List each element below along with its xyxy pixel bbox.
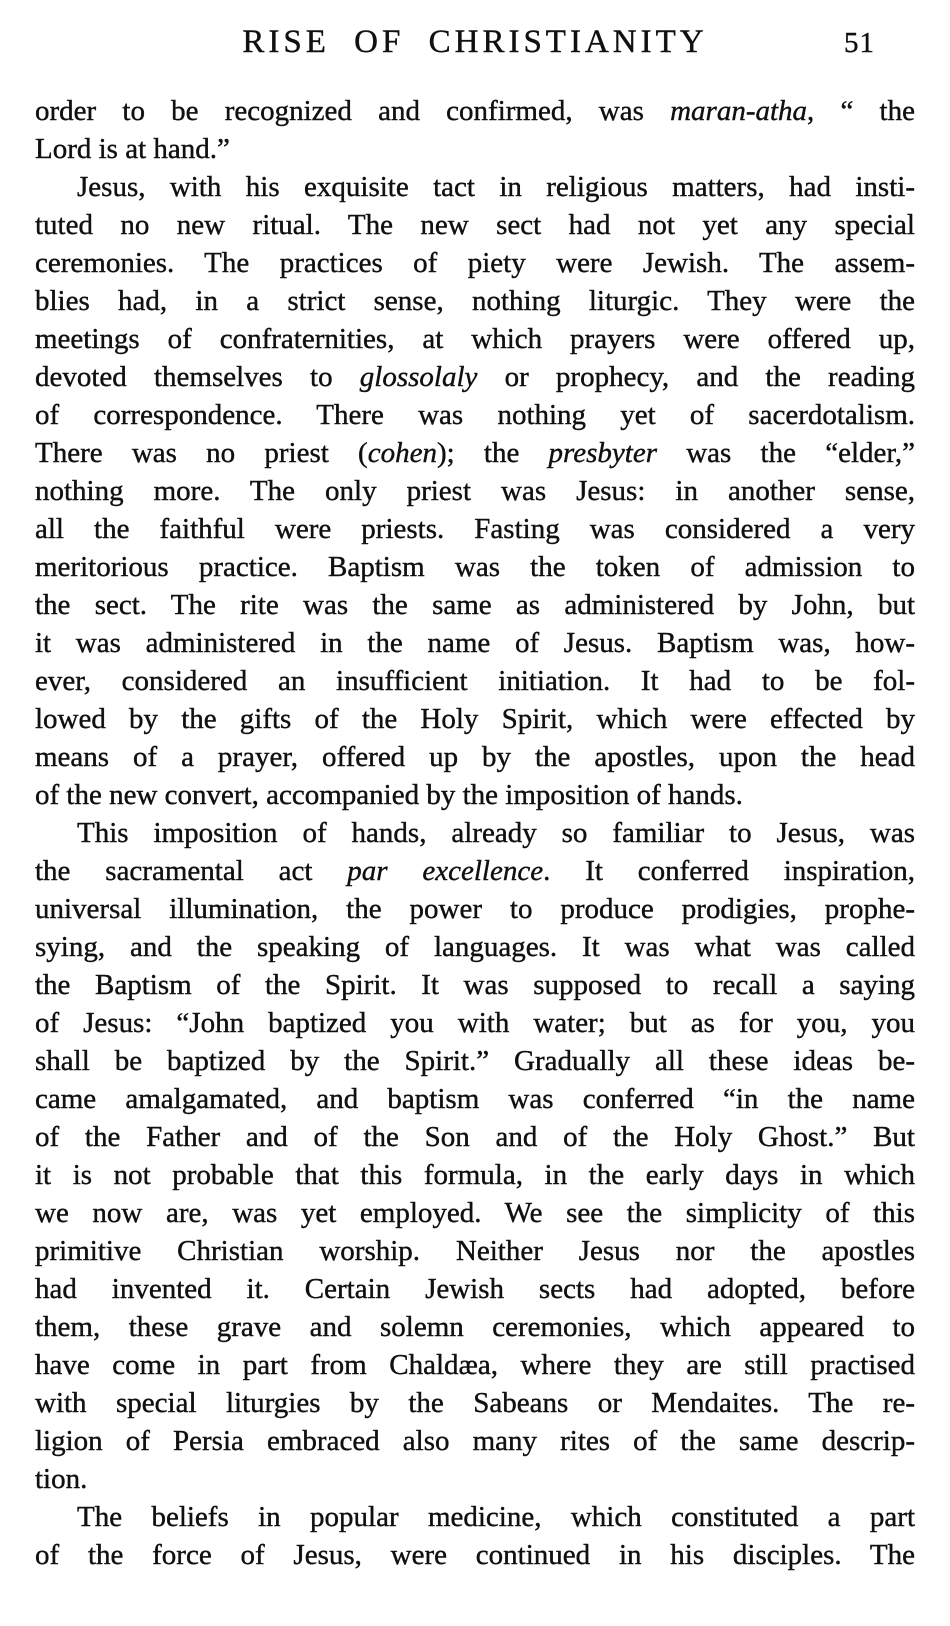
text-segment: was the “elder,”: [657, 437, 915, 469]
text-line: [35, 1384, 915, 1422]
text-segment: ); the: [436, 437, 549, 469]
text-segment: of the Father and of the Son and of the Holy Ghost.” But: [35, 1121, 915, 1153]
text-line: [35, 1536, 915, 1574]
text-segment: meritorious practice. Baptism was the token of admission to: [35, 551, 915, 583]
text-segment: means of a prayer, offered up by the apostles, upon the head: [35, 741, 915, 773]
text-line: [35, 244, 915, 282]
text-line: [35, 814, 915, 852]
text-segment: tuted no new ritual. The new sect had not yet any special: [35, 209, 915, 241]
text-segment: . It conferred inspiration,: [543, 855, 915, 887]
text-segment: meetings of confraternities, at which prayers were offered up,: [35, 323, 915, 355]
text-line: [35, 1270, 915, 1308]
text-segment: lowed by the gifts of the Holy Spirit, which were effected by: [35, 703, 915, 735]
running-title: RISE OF CHRISTIANITY: [242, 24, 708, 60]
paragraph: [35, 814, 915, 1498]
text-segment: tion.: [35, 1463, 88, 1495]
paragraph: [35, 168, 915, 814]
text-line: [35, 586, 915, 624]
text-line: [35, 928, 915, 966]
text-line: [35, 92, 915, 130]
text-line: [35, 168, 915, 206]
text-segment: came amalgamated, and baptism was conferred “in the name: [35, 1083, 915, 1115]
text-line: [35, 1498, 915, 1536]
text-segment: There was no priest (: [35, 437, 368, 469]
text-line: [35, 738, 915, 776]
italic-term: presbyter: [548, 437, 657, 469]
text-segment: it was administered in the name of Jesus. Baptism was, how-: [35, 627, 915, 659]
text-segment: the Baptism of the Spirit. It was supposed to recall a saying: [35, 969, 915, 1001]
italic-term: glossolaly: [359, 361, 478, 393]
text-line: [35, 700, 915, 738]
text-segment: ever, considered an insufficient initiation. It had to be fol-: [35, 665, 915, 697]
text-segment: of the new convert, accompanied by the imposition of hands.: [35, 779, 743, 811]
text-line: [35, 1308, 915, 1346]
text-line: [35, 966, 915, 1004]
paragraph: [35, 92, 915, 168]
text-segment: universal illumination, the power to produce prodigies, prophe-: [35, 893, 915, 925]
text-segment: The beliefs in popular medicine, which constituted a part: [77, 1501, 915, 1533]
text-line: [35, 548, 915, 586]
paragraph: [35, 1498, 915, 1574]
text-segment: or prophecy, and the reading: [477, 361, 915, 393]
text-segment: This imposition of hands, already so familiar to Jesus, was: [77, 817, 915, 849]
text-line: [35, 434, 915, 472]
text-segment: blies had, in a strict sense, nothing liturgic. They were the: [35, 285, 915, 317]
text-line: [35, 776, 915, 814]
text-line: [35, 1118, 915, 1156]
text-line: [35, 320, 915, 358]
text-segment: all the faithful were priests. Fasting was considered a very: [35, 513, 915, 545]
text-segment: , “ the: [807, 95, 915, 127]
text-line: [35, 1194, 915, 1232]
text-segment: of correspondence. There was nothing yet of sacerdotalism.: [35, 399, 915, 431]
page-number: 51: [844, 27, 875, 59]
text-line: [35, 358, 915, 396]
text-line: [35, 1346, 915, 1384]
text-line: [35, 282, 915, 320]
text-line: [35, 890, 915, 928]
text-line: [35, 1156, 915, 1194]
text-line: [35, 206, 915, 244]
text-segment: the sacramental act: [35, 855, 348, 887]
text-segment: of the force of Jesus, were continued in his disciples. The: [35, 1539, 915, 1571]
text-segment: it is not probable that this formula, in the early days in which: [35, 1159, 915, 1191]
text-line: [35, 1004, 915, 1042]
text-segment: primitive Christian worship. Neither Jesus nor the apostles: [35, 1235, 915, 1267]
text-segment: have come in part from Chaldæa, where they are still practised: [35, 1349, 915, 1381]
page-body: [35, 92, 915, 1574]
text-line: [35, 130, 915, 168]
text-segment: them, these grave and solemn ceremonies, which appeared to: [35, 1311, 915, 1343]
text-segment: had invented it. Certain Jewish sects had adopted, before: [35, 1273, 915, 1305]
text-segment: the sect. The rite was the same as administered by John, but: [35, 589, 915, 621]
text-segment: devoted themselves to: [35, 361, 360, 393]
text-segment: shall be baptized by the Spirit.” Gradually all these ideas be-: [35, 1045, 915, 1077]
text-segment: sying, and the speaking of languages. It was what was called: [35, 931, 915, 963]
text-line: [35, 662, 915, 700]
text-segment: Jesus, with his exquisite tact in religious matters, had insti-: [77, 171, 915, 203]
text-line: [35, 1042, 915, 1080]
text-line: [35, 510, 915, 548]
text-line: [35, 396, 915, 434]
text-segment: of Jesus: “John baptized you with water; but as for you, you: [35, 1007, 915, 1039]
text-segment: nothing more. The only priest was Jesus: in another sense,: [35, 475, 915, 507]
text-line: [35, 1232, 915, 1270]
text-segment: we now are, was yet employed. We see the simplicity of this: [35, 1197, 915, 1229]
text-line: [35, 472, 915, 510]
text-segment: Lord is at hand.”: [35, 133, 230, 165]
text-line: [35, 624, 915, 662]
text-segment: ceremonies. The practices of piety were Jewish. The assem-: [35, 247, 915, 279]
text-segment: ligion of Persia embraced also many rites of the same descrip-: [35, 1425, 915, 1457]
text-line: [35, 852, 915, 890]
text-segment: order to be recognized and confirmed, was: [35, 95, 671, 127]
page-header: [0, 0, 950, 62]
italic-term: par excellence: [347, 855, 544, 887]
italic-term: maran-atha: [670, 95, 808, 127]
italic-term: cohen: [367, 437, 437, 469]
text-segment: with special liturgies by the Sabeans or Mendaites. The re-: [35, 1387, 915, 1419]
text-line: [35, 1460, 915, 1498]
text-line: [35, 1422, 915, 1460]
text-line: [35, 1080, 915, 1118]
